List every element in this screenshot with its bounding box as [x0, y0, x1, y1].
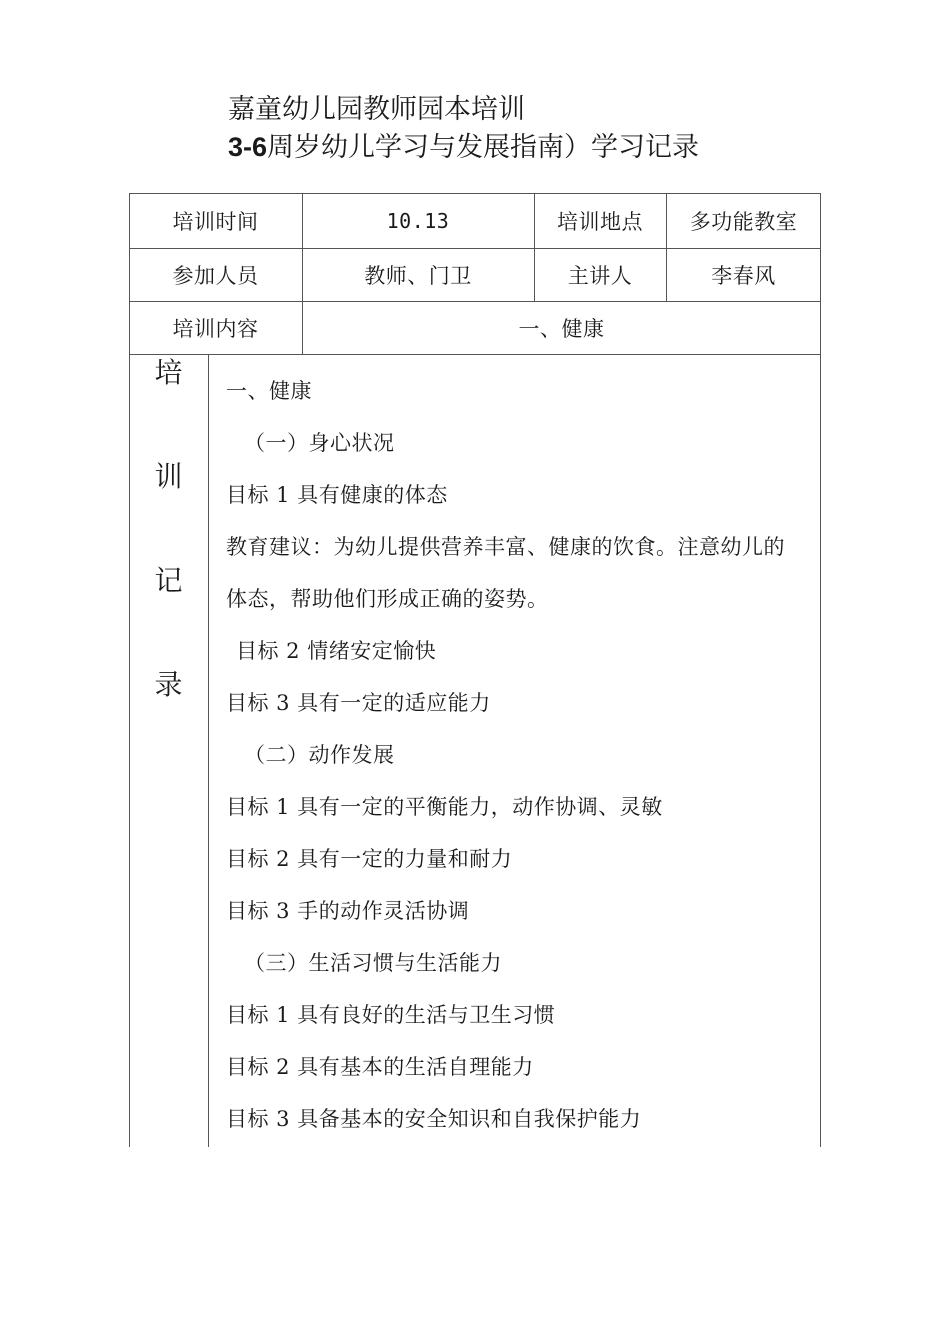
record-line: 目标 3 具有一定的适应能力	[226, 691, 491, 715]
record-line: 目标 1 具有良好的生活与卫生习惯	[226, 1003, 556, 1027]
record-line: 目标 3 具备基本的安全知识和自我保护能力	[226, 1107, 642, 1131]
record-content	[226, 375, 806, 1155]
side-label-char: 训	[154, 460, 183, 493]
record-line-education-advice: 教育建议：为幼儿提供营养丰富、健康的饮食。注意幼儿的体态，帮助他们形成正确的姿势。	[226, 535, 785, 611]
record-side-label	[129, 355, 208, 771]
speaker-value: 李春风	[711, 263, 776, 288]
content-value: 一、健康	[518, 316, 605, 341]
participants-label: 参加人员	[172, 263, 259, 288]
table-col-divider	[208, 354, 209, 1147]
record-line: 一、健康	[226, 379, 312, 403]
training-record-table	[129, 193, 821, 1147]
title-line-2	[228, 130, 748, 165]
record-line: （一）身心状况	[244, 431, 395, 455]
record-line: （二）动作发展	[244, 743, 395, 767]
record-line: 目标 2 具有基本的生活自理能力	[226, 1055, 534, 1079]
title-age-range: 3-6	[228, 132, 268, 162]
time-value: 10.13	[386, 208, 450, 233]
record-line: （三）生活习惯与生活能力	[244, 951, 502, 975]
participants-value: 教师、门卫	[364, 263, 472, 288]
place-value: 多功能教室	[689, 209, 798, 234]
title-line-1: 嘉童幼儿园教师园本培训	[228, 94, 525, 125]
time-label: 培训时间	[172, 209, 259, 234]
record-line: 目标 2 具有一定的力量和耐力	[226, 847, 513, 871]
side-label-char: 录	[154, 668, 183, 701]
table-row-divider	[129, 354, 821, 355]
record-line: 目标 1 具有健康的体态	[226, 483, 448, 507]
side-label-char: 记	[154, 564, 183, 597]
title-line-2-text: 周岁幼儿学习与发展指南）学习记录	[267, 132, 700, 163]
document-title	[228, 92, 788, 194]
record-line: 目标 1 具有一定的平衡能力，动作协调、灵敏	[226, 795, 663, 819]
record-line: 目标 2 情绪安定愉快	[236, 639, 437, 663]
content-label: 培训内容	[172, 316, 259, 341]
speaker-label: 主讲人	[567, 263, 633, 288]
side-label-char: 培	[154, 356, 183, 389]
record-line: 目标 3 手的动作灵活协调	[226, 899, 470, 923]
place-label: 培训地点	[557, 209, 643, 234]
